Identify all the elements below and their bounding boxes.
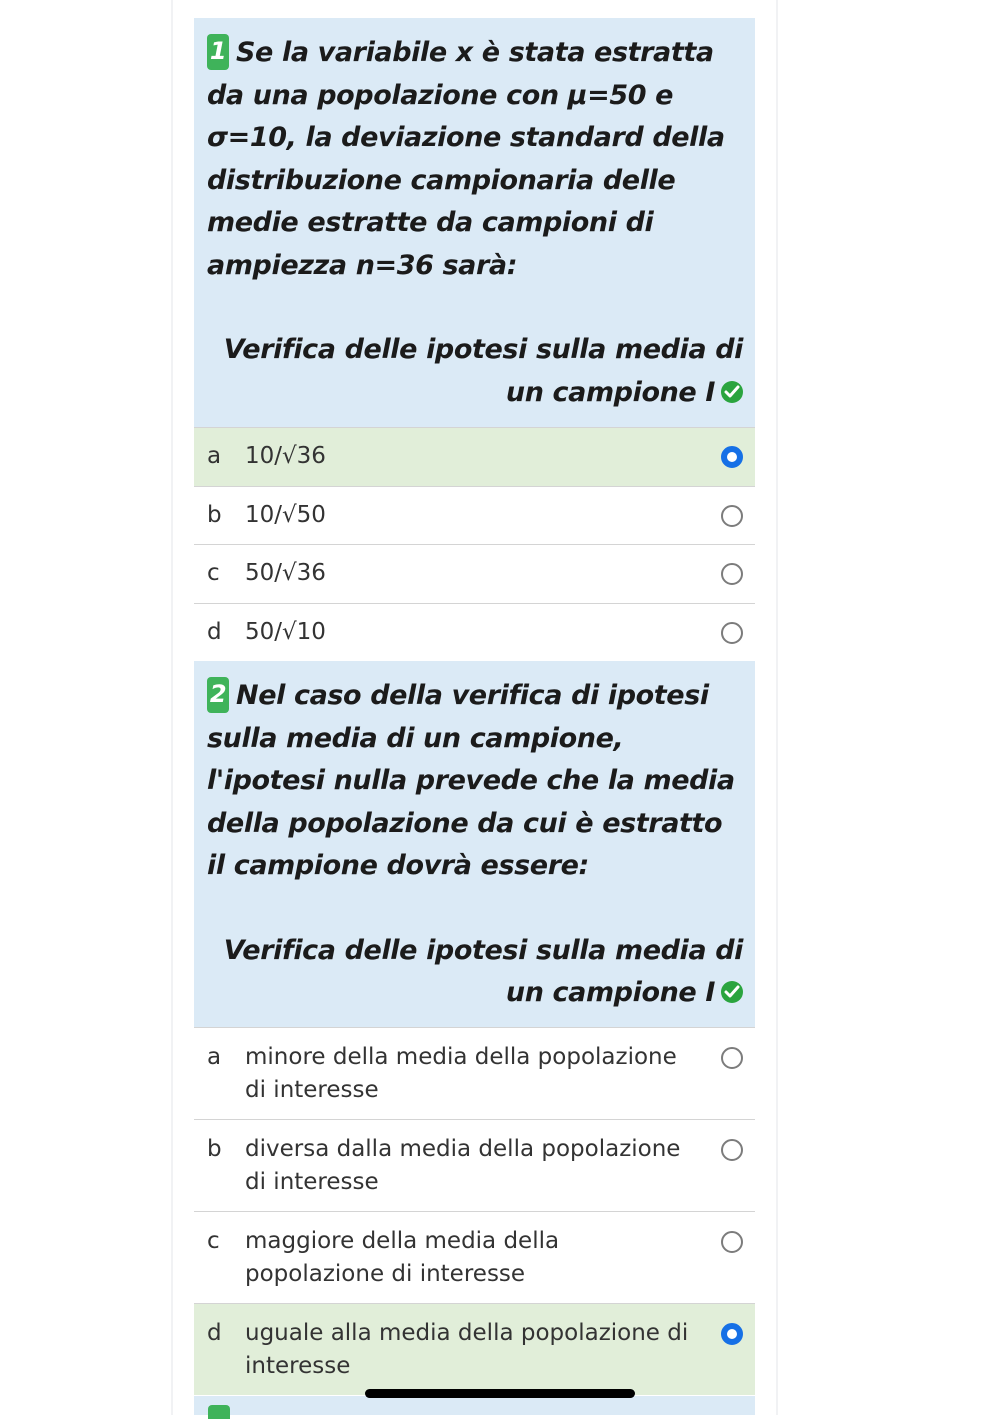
option-d[interactable]: [194, 603, 755, 662]
question-body: Se la variabile x è stata estratta da una popolazione con μ=50 e σ=10, la deviazione standard della distribuzione campionaria delle medie estratte da campioni di ampiezza n=36 sarà:: [207, 37, 725, 281]
option-b[interactable]: [194, 486, 755, 545]
question-text: [207, 32, 743, 287]
question-topic: [207, 930, 743, 1015]
question-2: [194, 661, 755, 1027]
question-number-badge: 2: [207, 677, 229, 713]
next-question-strip: [194, 1396, 755, 1415]
question-text: [207, 675, 743, 888]
question-topic: [207, 329, 743, 414]
option-letter: c: [207, 1228, 220, 1254]
next-question-badge: [208, 1405, 230, 1419]
question-body: Nel caso della verifica di ipotesi sulla media di un campione, l'ipotesi nulla prevede che la media della popolazione da cui è estratto il campione dovrà essere:: [207, 680, 735, 881]
option-d[interactable]: [194, 1303, 755, 1395]
topic-label: Verifica delle ipotesi sulla media di un campione I: [223, 334, 743, 408]
topic-label: Verifica delle ipotesi sulla media di un campione I: [223, 934, 743, 1008]
option-letter: b: [207, 1136, 222, 1162]
option-letter: d: [207, 1320, 222, 1346]
option-letter: d: [207, 618, 222, 645]
option-text: uguale alla media della popolazione di interesse: [245, 1320, 689, 1379]
question-1: [194, 18, 755, 427]
check-circle-icon: [721, 981, 743, 1003]
check-circle-icon: [721, 381, 743, 403]
option-letter: c: [207, 560, 220, 586]
radio-button[interactable]: [721, 622, 743, 644]
radio-button[interactable]: [721, 1231, 743, 1253]
option-letter: a: [207, 443, 222, 469]
question-number-badge: 1: [207, 34, 229, 70]
option-text: minore della media della popolazione di interesse: [245, 1044, 677, 1103]
radio-button[interactable]: [721, 1139, 743, 1161]
radio-button[interactable]: [721, 563, 743, 585]
radio-button[interactable]: [721, 1047, 743, 1069]
radio-button[interactable]: [721, 505, 743, 527]
option-text: diversa dalla media della popolazione di interesse: [245, 1136, 681, 1195]
option-c[interactable]: [194, 544, 755, 603]
option-c[interactable]: [194, 1211, 755, 1303]
option-text: 10/√36: [245, 443, 326, 469]
option-b[interactable]: [194, 1119, 755, 1211]
option-text: maggiore della media della popolazione di interesse: [245, 1228, 560, 1287]
radio-button-checked[interactable]: [721, 446, 743, 468]
option-letter: a: [207, 1044, 222, 1070]
quiz-column: [194, 18, 755, 1395]
option-text: 50/√10: [245, 618, 326, 645]
option-text: 10/√50: [245, 501, 326, 528]
option-a[interactable]: [194, 1027, 755, 1119]
option-letter: b: [207, 501, 222, 528]
option-text: 50/√36: [245, 560, 326, 586]
option-a[interactable]: [194, 427, 755, 486]
home-indicator[interactable]: [365, 1389, 635, 1398]
radio-button-checked[interactable]: [721, 1323, 743, 1345]
